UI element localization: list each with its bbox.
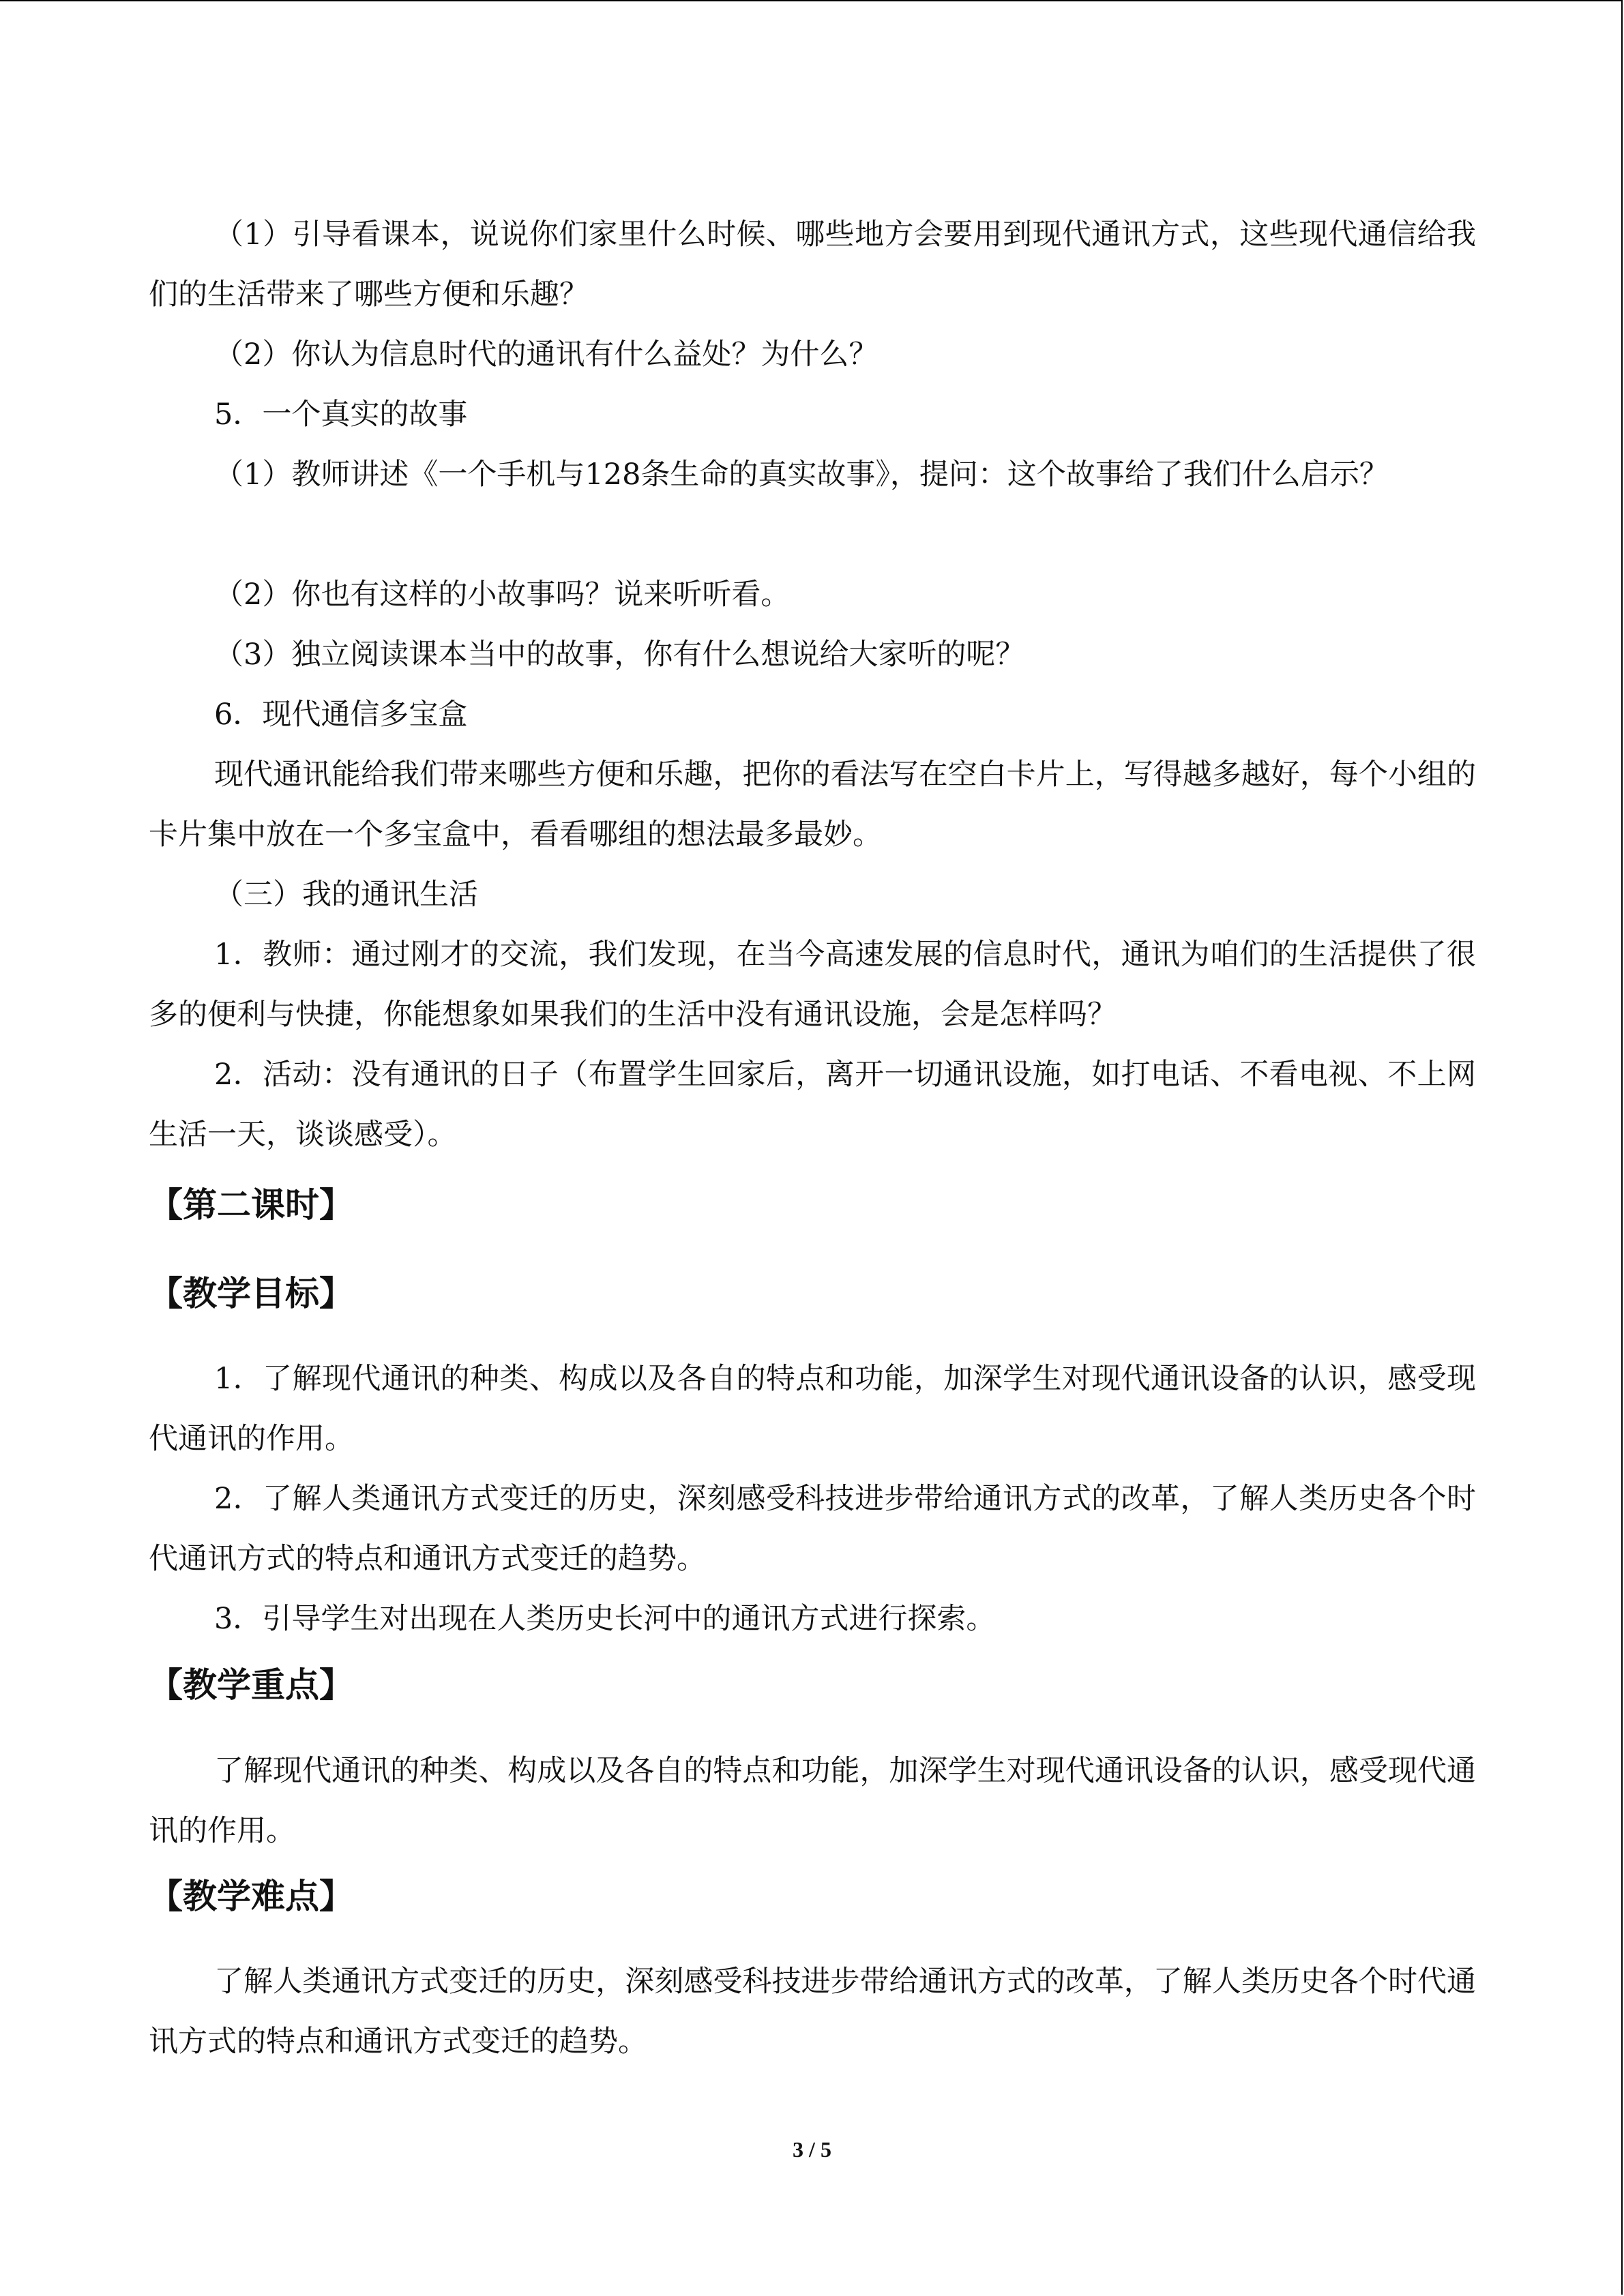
paragraph: （2）你也有这样的小故事吗？说来听听看。 [214,578,791,612]
paragraph: 了解现代通讯的种类、构成以及各自的特点和功能，加深学生对现代通讯设备的认识，感受现代通讯的作用。 [149,1754,1476,1848]
paragraph: 2．活动：没有通讯的日子（布置学生回家后，离开一切通讯设施，如打电话、不看电视、不上网生活一天，谈谈感受）。 [149,1058,1476,1152]
section-heading: 【教学重点】 [149,1665,353,1705]
section-heading: 【教学目标】 [149,1274,353,1313]
paragraph: 1．教师：通过刚才的交流，我们发现，在当今高速发展的信息时代，通讯为咱们的生活提供了很多的便利与快捷，你能想象如果我们的生活中没有通讯设施，会是怎样吗？ [149,938,1476,1032]
paragraph: 5．一个真实的故事 [214,398,468,432]
paragraph: （1）教师讲述《一个手机与128条生命的真实故事》，提问：这个故事给了我们什么启示？ [214,458,1389,492]
section-heading: 【第二课时】 [149,1185,353,1225]
paragraph: （三）我的通讯生活 [214,878,478,912]
paragraph: 1．了解现代通讯的种类、构成以及各自的特点和功能，加深学生对现代通讯设备的认识，感受现代通讯的作用。 [149,1362,1476,1456]
paragraph: 2．了解人类通讯方式变迁的历史，深刻感受科技进步带给通讯方式的改革，了解人类历史各个时代通讯方式的特点和通讯方式变迁的趋势。 [149,1482,1476,1576]
paragraph: 6．现代通信多宝盒 [214,698,468,732]
page-number: 3 / 5 [793,2137,831,2162]
paragraph: （1）引导看课本，说说你们家里什么时候、哪些地方会要用到现代通讯方式，这些现代通信给我们的生活带来了哪些方便和乐趣？ [149,218,1476,312]
paragraph: （2）你认为信息时代的通讯有什么益处？为什么？ [214,338,879,372]
section-heading: 【教学难点】 [149,1877,353,1916]
paragraph: 现代通讯能给我们带来哪些方便和乐趣，把你的看法写在空白卡片上，写得越多越好，每个小组的卡片集中放在一个多宝盒中，看看哪组的想法最多最妙。 [149,758,1476,852]
paragraph: 3．引导学生对出现在人类历史长河中的通讯方式进行探索。 [214,1602,996,1636]
paragraph: （3）独立阅读课本当中的故事，你有什么想说给大家听的呢？ [214,638,1025,672]
paragraph: 了解人类通讯方式变迁的历史，深刻感受科技进步带给通讯方式的改革，了解人类历史各个时代通讯方式的特点和通讯方式变迁的趋势。 [149,1965,1476,2059]
